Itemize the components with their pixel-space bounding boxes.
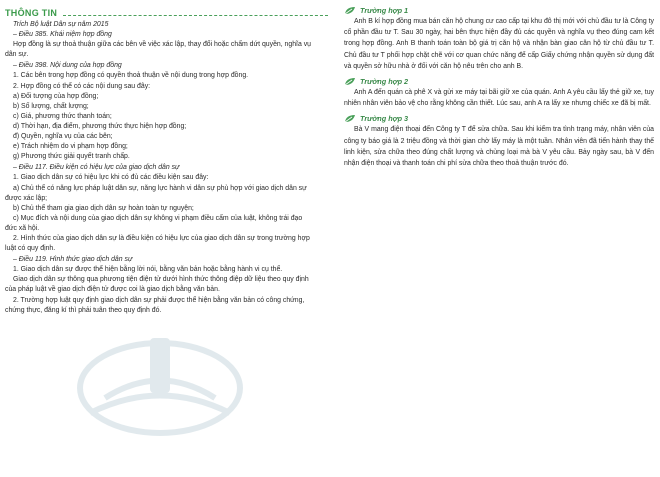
info-line: a) Đối tượng của hợp đồng;	[13, 92, 99, 100]
info-line: được xác lập;	[5, 194, 48, 202]
info-line: e) Trách nhiệm do vi phạm hợp đồng;	[13, 143, 128, 151]
case-heading	[344, 112, 654, 124]
case-block	[344, 75, 654, 109]
info-line: 2. Trường hợp luật quy định giao dịch dân sự phải được thể hiện bằng văn bản có công chứng,	[13, 296, 305, 304]
info-line: d) Thời hạn, địa điểm, phương thức thực hiện hợp đồng;	[13, 122, 187, 130]
info-line: g) Phương thức giải quyết tranh chấp.	[13, 153, 130, 161]
info-title: THÔNG TIN	[5, 8, 58, 18]
case-block	[344, 4, 654, 72]
info-line: 1. Giao dịch dân sự có hiệu lực khi có đủ các điều kiện sau đây:	[13, 174, 209, 182]
cases-body	[344, 4, 654, 169]
info-line: của pháp luật về giao dịch điện tử được coi là giao dịch bằng văn bản.	[5, 286, 220, 294]
case-text: Anh A đến quán cà phê X và gửi xe máy tại bãi giữ xe của quán. Anh A yêu cầu lấy thẻ giữ xe, tuy nhiên nhân viên bảo vệ cho rằng không cần thiết. Lúc sau, anh A ra lấy xe nhưng chiếc xe đã bị mất.	[344, 89, 654, 108]
info-header	[5, 4, 328, 18]
leaf-icon	[344, 114, 360, 123]
leaf-icon	[344, 77, 360, 86]
case-text: Bà V mang điện thoại đến Công ty T để sửa chữa. Sau khi kiểm tra tình trạng máy, nhân viên của công ty báo giá là 2 triệu đồng và thời gian chờ lấy máy là một tuần. Nhân viên đã tiến hành thay thế linh kiện, sửa chữa theo đúng chất lượng và chủng loại mà bà V yêu cầu. Bảy ngày sau, bà V đến nhận điện thoại và thanh toán chi phí sửa chữa theo thoả thuận trước đó.	[344, 126, 654, 168]
case-title: Trường hợp 2	[360, 76, 409, 86]
info-line: Giao dịch dân sự thông qua phương tiện điện tử dưới hình thức thông điệp dữ liệu theo quy định	[13, 276, 309, 284]
info-line: đức xã hội.	[5, 224, 40, 232]
info-line: chứng thực, đăng kí thì phải tuân theo quy định đó.	[5, 306, 162, 314]
info-line: a) Chủ thể có năng lực pháp luật dân sự, năng lực hành vi dân sự phù hợp với giao dịch dân sự	[13, 184, 307, 192]
case-heading	[344, 4, 654, 16]
info-line: – Điều 398. Nội dung của hợp đồng	[13, 62, 122, 70]
info-line: 1. Các bên trong hợp đồng có quyền thoả thuận về nội dung trong hợp đồng.	[13, 72, 249, 80]
case-heading	[344, 75, 654, 87]
case-title: Trường hợp 1	[360, 5, 409, 15]
info-line: 1. Giao dịch dân sự được thể hiện bằng lời nói, bằng văn bản hoặc bằng hành vi cụ thể.	[13, 266, 283, 274]
info-line: b) Chủ thể tham gia giao dịch dân sự hoàn toàn tự nguyện;	[13, 204, 194, 212]
info-line: Trích Bộ luật Dân sự năm 2015	[13, 21, 109, 28]
header-dashed-line	[63, 15, 328, 16]
info-line: đ) Quyền, nghĩa vụ của các bên;	[13, 133, 113, 141]
case-text: Anh B kí hợp đồng mua bán căn hộ chung cư cao cấp tại khu đô thị mới với chủ đầu tư là Công ty cổ phần đầu tư T. Sau 30 ngày, hai bên thực hiện đầy đủ các quyền và nghĩa vụ theo đúng cam kết trong hợp đồng. Anh B thanh toán toàn bộ giá trị căn hộ và nhận bàn giao căn hộ từ chủ đầu tư T. Chủ đầu tư T phối hợp chặt chẽ với cơ quan chức năng để cấp Giấy chứng nhận quyền sử dụng đất và quyền sở hữu nhà ở đối với căn hộ nêu trên cho anh B.	[344, 18, 654, 70]
info-line: – Điều 385. Khái niệm hợp đồng	[13, 31, 112, 39]
info-line: 2. Hợp đồng có thể có các nội dung sau đây:	[13, 82, 151, 90]
case-title: Trường hợp 3	[360, 113, 409, 123]
info-line: dân sự.	[5, 51, 29, 59]
case-block	[344, 112, 654, 169]
info-body	[5, 20, 328, 316]
info-column	[5, 4, 328, 316]
info-line: c) Giá, phương thức thanh toán;	[13, 112, 112, 120]
info-line: – Điều 119. Hình thức giao dịch dân sự	[13, 256, 133, 264]
info-line: c) Mục đích và nội dung của giao dịch dân sự không vi phạm điều cấm của luật, không trái đạo	[13, 214, 303, 222]
book-logo-watermark-icon	[10, 318, 330, 468]
info-line: 2. Hình thức của giao dịch dân sự là điều kiện có hiệu lực của giao dịch dân sự trong trường hợp	[13, 234, 310, 242]
info-line: luật có quy định.	[5, 245, 56, 253]
info-line: – Điều 117. Điều kiện có hiệu lực của giao dịch dân sự	[13, 164, 180, 172]
leaf-icon	[344, 6, 360, 15]
info-line: Hợp đồng là sự thoả thuận giữa các bên về việc xác lập, thay đổi hoặc chấm dứt quyền, nghĩa vụ	[13, 41, 311, 49]
cases-column	[344, 4, 654, 172]
info-line: b) Số lượng, chất lượng;	[13, 102, 89, 110]
